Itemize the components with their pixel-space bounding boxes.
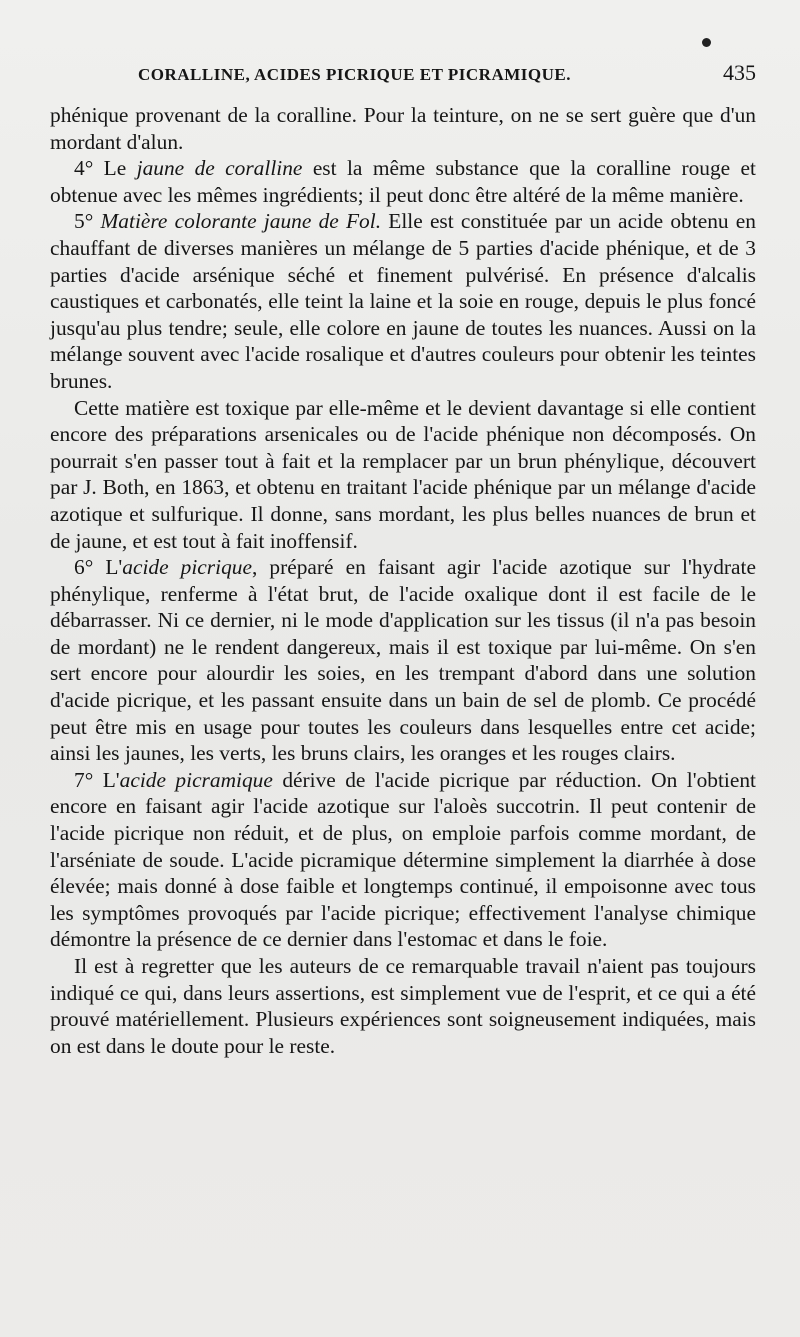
paragraph-lead: 7° L' — [74, 767, 120, 792]
page-header — [138, 60, 756, 102]
paragraph-text: , préparé en faisant agir l'acide azotique sur l'hydrate phénylique, renferme à l'état brut, de l'acide oxalique dont il est facile de le débarrasser. Ni ce dernier, ni le mode d'application sur les tissus (il n'a pas besoin de mordant) ne le rendent dangereux, mais il est toxique par lui-même. On s'en sert encore pour alourdir les soies, en les trempant d'abord dans une solution d'acide picrique, et les passant ensuite dans un bain de sel de plomb. Ce procédé peut être mis en usage pour toutes les couleurs dans lesquelles entre cet acide; ainsi les jaunes, les verts, les bruns clairs, les oranges et les rouges clairs. — [50, 555, 756, 766]
paragraph — [50, 208, 756, 394]
page-number: 435 — [723, 60, 756, 85]
paragraph — [50, 953, 756, 1059]
paragraph-text: phénique provenant de la coralline. Pour la teinture, on ne se sert guère que d'un mordant d'alun. — [50, 103, 756, 154]
paragraph-term: Matière colorante jaune de Fol. — [100, 209, 382, 234]
body-text — [50, 102, 756, 1059]
paragraph-lead: 4° Le — [74, 156, 137, 181]
paragraph — [50, 554, 756, 767]
paragraph — [50, 767, 756, 953]
paragraph-text: Elle est constituée par un acide obtenu en chauffant de diverses manières un mélange de 5 parties d'acide phénique, et de 3 parties d'acide arsénique séché et finement pulvérisé. En présence d'alcalis caustiques et carbonatés, elle teint la laine et la soie en rouge, depuis le plus foncé jusqu'au plus tendre; seule, elle colore en jaune de toutes les nuances. Aussi on la mélange souvent avec l'acide rosalique et d'autres couleurs pour obtenir les teintes brunes. — [50, 209, 756, 393]
paragraph-lead: 5° — [74, 209, 101, 234]
paragraph — [50, 155, 756, 208]
paragraph-text: est la même substance que la coralline rouge et obtenue avec les mêmes ingrédients; il peut donc être altéré de la même manière. — [50, 156, 756, 207]
paragraph-term: acide picramique — [119, 767, 273, 792]
ink-speck — [702, 38, 711, 47]
paragraph — [50, 395, 756, 555]
paragraph-term: jaune de coralline — [136, 156, 303, 181]
paragraph-text: Il est à regretter que les auteurs de ce remarquable travail n'aient pas toujours indiqué ce qui, dans leurs assertions, est simplement vue de l'esprit, et ce qui a été prouvé matériellement. Plusieurs expériences sont soigneusement indiquées, mais on est dans le doute pour le reste. — [50, 954, 756, 1058]
paragraph-lead: 6° L' — [74, 555, 123, 580]
paragraph-text: dérive de l'acide picrique par réduction. On l'obtient encore en faisant agir l'acide azotique sur l'aloès succotrin. Il peut contenir de l'acide picrique non réduit, et de plus, on emploie parfois comme mordant, de l'arséniate de soude. L'acide picramique détermine simplement la diarrhée à dose élevée; mais donné à dose faible et longtemps continué, il empoisonne avec tous les symptômes provoqués par l'acide picrique; effectivement l'analyse chimique démontre la présence de ce dernier dans l'estomac et dans le foie. — [50, 767, 756, 952]
paragraph — [50, 102, 756, 155]
paragraph-text: Cette matière est toxique par elle-même et le devient davantage si elle contient encore des préparations arsenicales ou de l'acide phénique non décomposés. On pourrait s'en passer tout à fait et la remplacer par un brun phénylique, découvert par J. Both, en 1863, et obtenu en traitant l'acide phénique par un mélange d'acide azotique et sulfurique. Il donne, sans mordant, les plus belles nuances de brun et de jaune, et est tout à fait inoffensif. — [50, 395, 756, 553]
paragraph-term: acide picrique — [122, 555, 252, 580]
running-title: CORALLINE, ACIDES PICRIQUE ET PICRAMIQUE. — [138, 65, 571, 84]
